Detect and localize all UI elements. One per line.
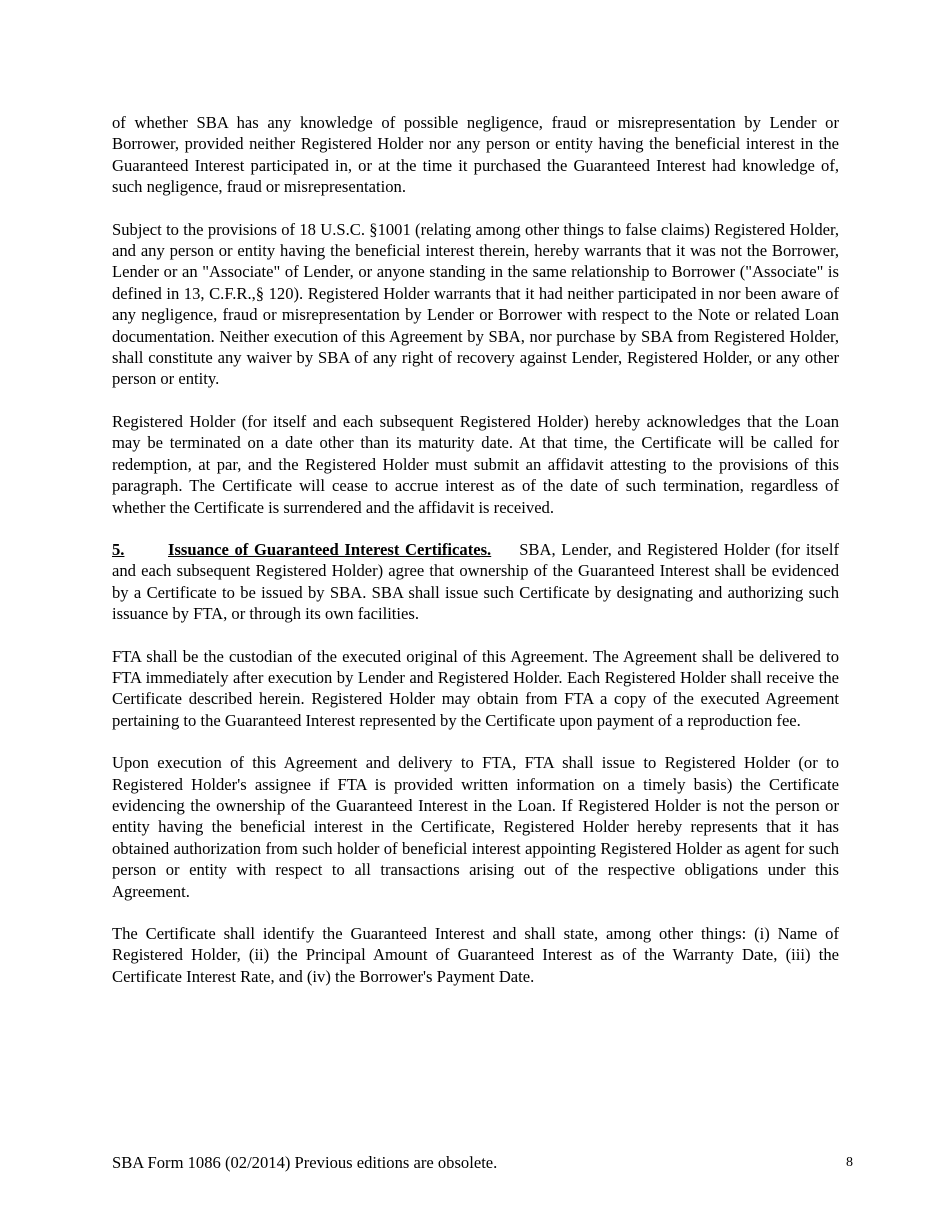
paragraph-loan-termination: Registered Holder (for itself and each subsequent Registered Holder) hereby acknowledges that the Loan may be terminated on a date other than its maturity date. At that time, the Certificate will be called for redemption, at par, and the Registered Holder must submit an affidavit attesting to the provisions of this paragraph. The Certificate will cease to accrue interest as of the date of such termination, regardless of whether the Certificate is surrendered and the affidavit is received. (112, 411, 839, 517)
footer-form-text: SBA Form 1086 (02/2014) Previous editions are obsolete. (112, 1153, 498, 1172)
section-5-text: SBA, Lender, and Registered Holder (for itself and each subsequent Registered Holder) agree that ownership of the Guaranteed Interest shall be evidenced by a Certificate to be issued by SBA. SBA shall issue such Certificate by designating and authorizing such issuance by FTA, or through its own facilities. (112, 539, 840, 624)
document-body (112, 112, 839, 1008)
section-5-paragraph (112, 539, 839, 625)
paragraph-certificate-issuance: Upon execution of this Agreement and delivery to FTA, FTA shall issue to Registered Holder (or to Registered Holder's assignee if FTA is provided written information on a timely basis) the Certificate evidencing the ownership of the Guaranteed Interest in the Loan. If Registered Holder is not the person or entity having the beneficial interest in the Certificate, Registered Holder hereby represents that it has obtained authorization from such holder of beneficial interest appointing Registered Holder as agent for such person or entity with respect to all transactions arising out of the respective obligations under this Agreement. (112, 753, 839, 901)
paragraph-fta-custodian: FTA shall be the custodian of the executed original of this Agreement. The Agreement shall be delivered to FTA immediately after execution by Lender and Registered Holder. Each Registered Holder shall receive the Certificate described herein. Registered Holder may obtain from FTA a copy of the executed Agreement pertaining to the Guaranteed Interest represented by the Certificate upon payment of a reproduction fee. (112, 646, 839, 730)
paragraph-certificate-contents: The Certificate shall identify the Guaranteed Interest and shall state, among other things: (i) Name of Registered Holder, (ii) the Principal Amount of Guaranteed Interest as of the Warranty Date, (iii) the Certificate Interest Rate, and (iv) the Borrower's Payment Date. (112, 924, 839, 986)
paragraph-false-claims-warranty: Subject to the provisions of 18 U.S.C. §1001 (relating among other things to false claims) Registered Holder, and any person or entity having the beneficial interest therein, hereby warrants that it was not the Borrower, Lender or an "Associate" of Lender, or anyone standing in the same relationship to Borrower ("Associate" is defined in 13, C.F.R.,§ 120). Registered Holder warrants that it had neither participated in nor been aware of any negligence, fraud or misrepresentation by Lender or Borrower with respect to the Note or related Loan documentation. Neither execution of this Agreement by SBA, nor purchase by SBA from Registered Holder, shall constitute any waiver by SBA of any right of recovery against Lender, Registered Holder, or any other person or entity. (112, 219, 839, 389)
paragraph-negligence-continuation: of whether SBA has any knowledge of possible negligence, fraud or misrepresentation by Lender or Borrower, provided neither Registered Holder nor any person or entity having the beneficial interest in the Guaranteed Interest participated in, or at the time it purchased the Guaranteed Interest had knowledge of, such negligence, fraud or misrepresentation. (112, 113, 839, 197)
section-5-number: 5. (112, 539, 125, 559)
section-5-heading: Issuance of Guaranteed Interest Certificates. (168, 539, 492, 559)
page-number: 8 (846, 1155, 853, 1170)
